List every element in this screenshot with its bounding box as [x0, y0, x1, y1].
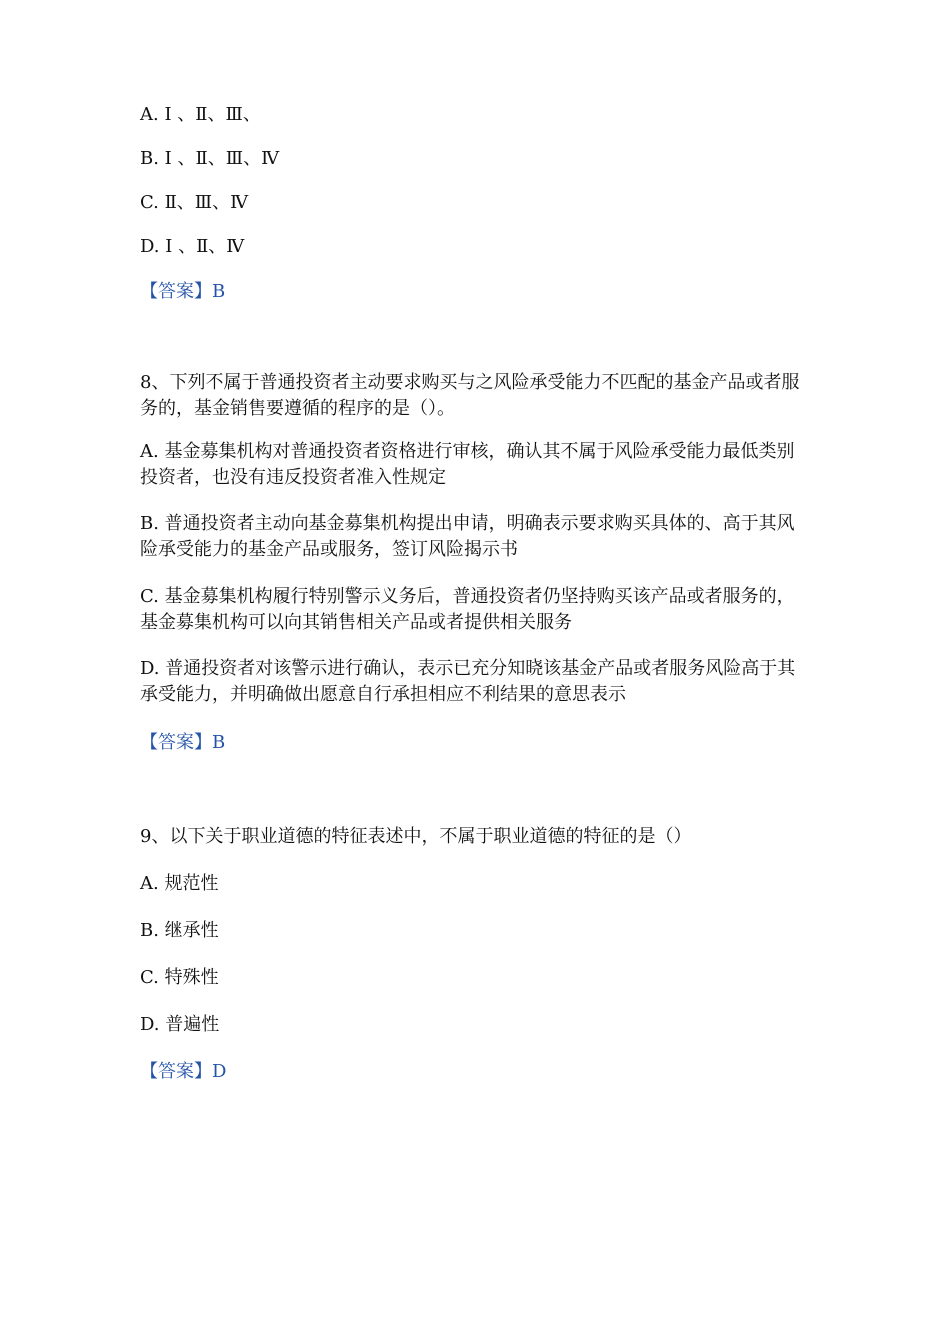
- q7-option-d: D. Ⅰ 、Ⅱ、Ⅳ: [140, 236, 245, 257]
- q7-answer: 【答案】B: [140, 281, 226, 302]
- q7-option-c: C. Ⅱ、Ⅲ、Ⅳ: [140, 192, 249, 213]
- q9-option-c: C. 特殊性: [140, 967, 219, 988]
- q9-answer: 【答案】D: [140, 1061, 227, 1082]
- q8-option-a: A. 基金募集机构对普通投资者资格进行审核，确认其不属于风险承受能力最低类别投资者，也没有违反投资者准入性规定: [140, 441, 795, 488]
- q8-stem: 8、下列不属于普通投资者主动要求购买与之风险承受能力不匹配的基金产品或者服务的，基金销售要遵循的程序的是（）。: [140, 372, 800, 419]
- q9-option-d: D. 普遍性: [140, 1014, 220, 1035]
- q9-option-b: B. 继承性: [140, 920, 219, 941]
- q8-answer: 【答案】B: [140, 732, 226, 753]
- q8-option-b: B. 普通投资者主动向基金募集机构提出申请，明确表示要求购买具体的、高于其风险承受能力的基金产品或服务，签订风险揭示书: [140, 513, 795, 560]
- q8-option-d: D. 普通投资者对该警示进行确认，表示已充分知晓该基金产品或者服务风险高于其承受能力，并明确做出愿意自行承担相应不利结果的意思表示: [140, 658, 796, 705]
- q7-option-b: B. Ⅰ 、Ⅱ、Ⅲ、Ⅳ: [140, 148, 280, 169]
- q7-option-a: A. Ⅰ 、Ⅱ、Ⅲ、: [140, 104, 261, 125]
- q8-option-c: C. 基金募集机构履行特别警示义务后，普通投资者仍坚持购买该产品或者服务的，基金募集机构可以向其销售相关产品或者提供相关服务: [140, 586, 795, 633]
- q9-stem: 9、以下关于职业道德的特征表述中，不属于职业道德的特征的是（）: [140, 826, 692, 847]
- q9-option-a: A. 规范性: [140, 873, 219, 894]
